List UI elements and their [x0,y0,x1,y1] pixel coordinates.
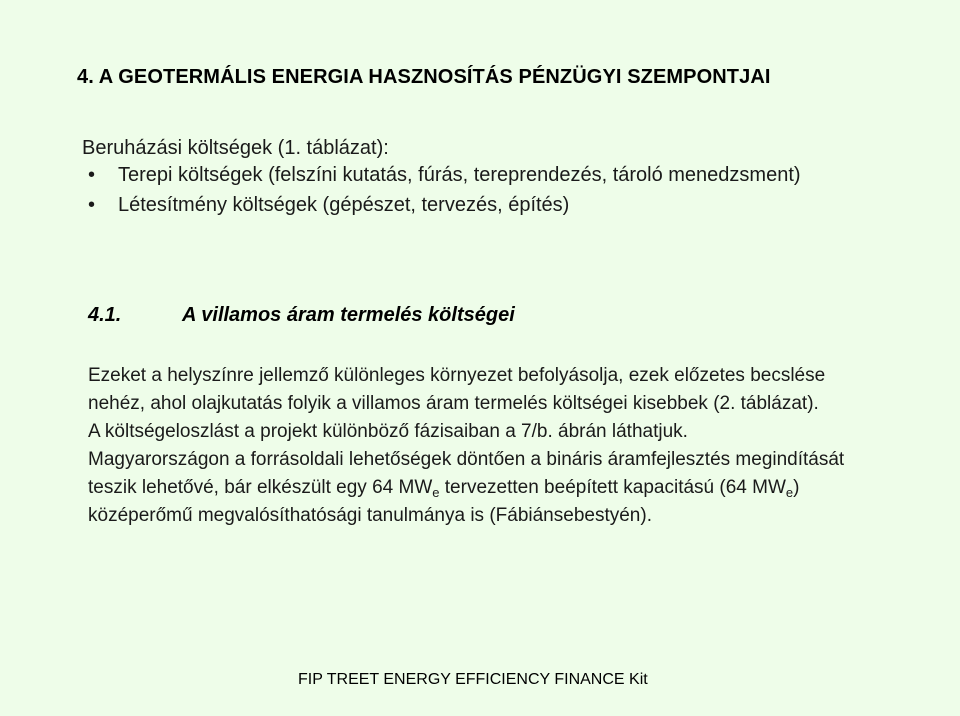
bullet-list [82,160,842,220]
bullet-item [82,160,842,190]
bullet-text: Létesítmény költségek (gépészet, tervezés, építés) [118,194,570,216]
slide-title: 4. A GEOTERMÁLIS ENERGIA HASZNOSÍTÁS PÉNZÜGYI SZEMPONTJAI [77,66,771,88]
section-heading [88,304,515,327]
paragraph-part: tervezetten beépített kapacitású (64 MW [439,477,786,498]
body-text [88,362,858,530]
paragraph: Ezeket a helyszínre jellemző különleges környezet befolyásolja, ezek előzetes becslése nehéz, ahol olajkutatás folyik a villamos áram termelés költségei kisebbek (2. táblázat). [88,365,826,414]
intro-text: Beruházási költségek (1. táblázat): [82,137,389,159]
paragraph: A költségeloszlást a projekt különböző fázisaiban a 7/b. ábrán láthatjuk. [88,421,688,442]
bullet-marker: • [88,194,96,216]
paragraph [88,446,858,530]
footer-text: FIP TREET ENERGY EFFICIENCY FINANCE Kit [298,671,648,688]
subscript: e [785,485,794,500]
subscript: e [432,485,440,500]
bullet-marker: • [88,164,96,186]
paragraph-part: ) középerőmű megvalósíthatósági tanulmánya is (Fábiánsebestyén). [88,477,800,526]
paragraph-part: Magyarországon a forrásoldali lehetőségek döntően a bináris áramfejlesztés megindítását teszik lehetővé, bár elkészült egy 64 MW [88,449,845,498]
section-title: A villamos áram termelés költségei [182,304,515,326]
bullet-text: Terepi költségek (felszíni kutatás, fúrás, tereprendezés, tároló menedzsment) [118,164,801,186]
bullet-item [82,190,842,220]
section-number: 4.1. [88,304,122,326]
